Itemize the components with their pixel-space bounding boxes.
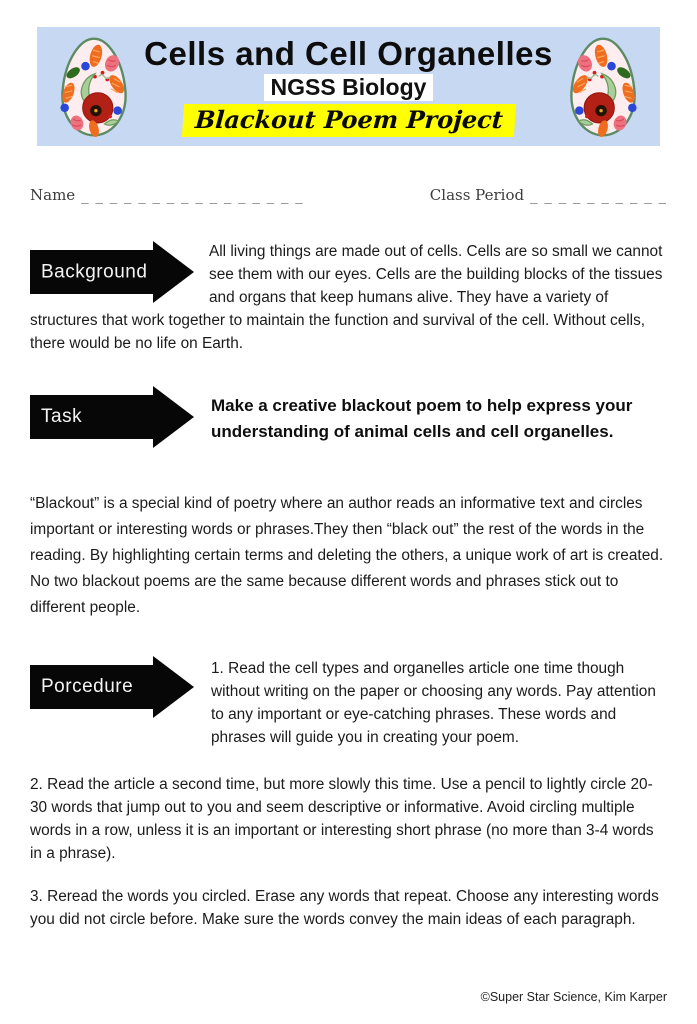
procedure-step-3: 3. Reread the words you circled. Erase any words that repeat. Choose any interesting words you did not circle before. Make sure the words convey the main ideas of each paragraph. [30,888,659,928]
name-label: Name [30,186,76,204]
name-blank-line: _ _ _ _ _ _ _ _ _ _ _ _ _ _ _ _ [81,186,304,204]
background-section [30,240,667,355]
page-title: Cells and Cell Organelles [144,34,553,72]
name-field [30,186,304,204]
task-section [30,385,667,449]
task-arrow-banner [30,385,195,449]
cell-illustration-icon [560,34,646,140]
background-text: All living things are made out of cells. Cells are so small we cannot see them with our eyes. Cells are the building blocks of the tissues and organs that keep humans alive. They have a variety of structures that work together to maintain the function and survival of the cell. Without cells, there would be no life on Earth. [30,243,663,352]
header-band [37,27,660,146]
background-arrow-banner [30,240,195,304]
footer-credit: ©Super Star Science, Kim Karper [480,990,667,1004]
background-label: Background [41,261,148,283]
procedure-arrow-banner [30,655,195,719]
header-titles [137,36,560,137]
class-period-label: Class Period [429,186,525,204]
subtitle-badge: NGSS Biology [264,74,434,101]
worksheet-content [30,240,667,931]
class-period-blank-line: _ _ _ _ _ _ _ _ _ _ [530,186,667,204]
project-row [137,104,560,137]
cell-illustration-icon [51,34,137,140]
class-period-field [430,186,667,204]
task-text: Make a creative blackout poem to help express your understanding of animal cells and cell organelles. [211,396,633,441]
subtitle-row [137,74,560,101]
procedure-label: Porcedure [41,676,134,697]
blackout-description: “Blackout” is a special kind of poetry where an author reads an informative text and circles important or interesting words or phrases.They then “black out” the rest of the words in the reading. By highlighting certain terms and deleting the others, a unique work of art is created. No two blackout poems are the same because different words and phrases stick out to different people. [30,495,664,616]
procedure-step-1: 1. Read the cell types and organelles article one time though without writing on the paper or choosing any words. Pay attention to any important or eye-catching phrases. These words and phrases will guide you in creating your poem. [211,660,656,746]
procedure-section [30,655,667,749]
procedure-step-2: 2. Read the article a second time, but more slowly this time. Use a pencil to lightly circle 20-30 words that jump out to you and seem descriptive or informative. Avoid circling multiple words in a row, unless it is an important or interesting short phrase (no more than 3-4 words in a phrase). [30,776,654,862]
task-label: Task [41,406,83,427]
project-badge: Blackout Poem Project [181,104,515,137]
name-class-row [30,186,667,204]
